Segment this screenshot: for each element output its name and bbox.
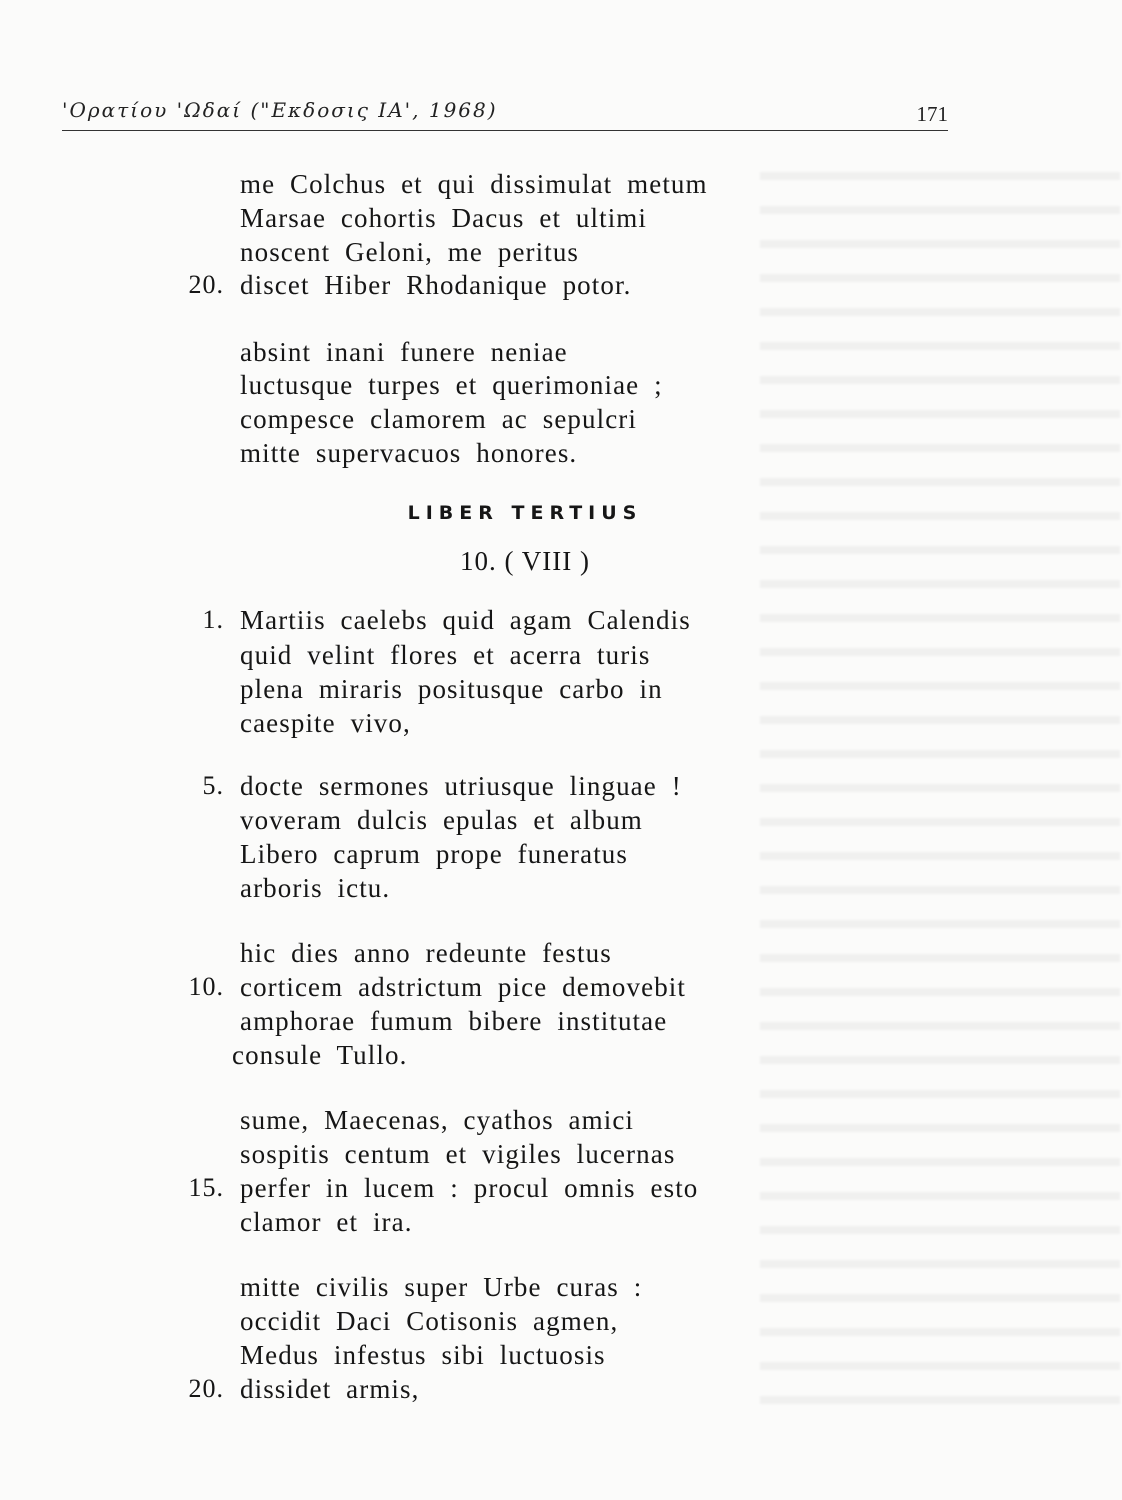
verse-line: amphorae fumum bibere institutae: [240, 1006, 668, 1036]
verse-line: noscent Geloni, me peritus: [240, 237, 580, 267]
running-title: 'Ορατίου 'Ωδαί ("Εκδοσις ΙΑ', 1968): [62, 98, 498, 122]
verse-line: sume, Maecenas, cyathos amici: [240, 1105, 635, 1135]
verse-line: voveram dulcis epulas et album: [240, 805, 643, 835]
verse-line: docte sermones utriusque linguae !: [240, 771, 682, 801]
verse-line: Libero caprum prope funeratus: [240, 839, 629, 869]
verse-line: sospitis centum et vigiles lucernas: [240, 1139, 676, 1169]
verse-line: mitte supervacuos honores.: [240, 438, 578, 468]
line-number: 1.: [202, 605, 224, 634]
book-title: LIBER TERTIUS: [407, 502, 643, 524]
line-number: 5.: [202, 771, 224, 800]
verse-line: mitte civilis super Urbe curas :: [240, 1272, 643, 1302]
line-number: 10.: [188, 972, 224, 1001]
verse-line: plena miraris positusque carbo in: [240, 674, 663, 704]
verse-line: caespite vivo,: [240, 708, 411, 738]
verse-line: compesce clamorem ac sepulcri: [240, 404, 637, 434]
verse-line: corticem adstrictum pice demovebit: [240, 972, 687, 1002]
bleed-through-text: [760, 150, 1120, 1410]
verse-line: quid velint flores et acerra turis: [240, 640, 651, 670]
verse-line: occidit Daci Cotisonis agmen,: [240, 1306, 619, 1336]
verse-line: Martiis caelebs quid agam Calendis: [240, 605, 691, 635]
verse-line: consule Tullo.: [232, 1040, 408, 1070]
page-header: [62, 94, 948, 131]
verse-line: perfer in lucem : procul omnis esto: [240, 1173, 699, 1203]
verse-line: arboris ictu.: [240, 873, 391, 903]
verse-line: hic dies anno redeunte festus: [240, 938, 612, 968]
ode-title: 10. ( VIII ): [460, 546, 590, 576]
line-number: 20.: [188, 1374, 224, 1403]
verse-line: discet Hiber Rhodanique potor.: [240, 270, 632, 300]
line-number: 20.: [188, 270, 224, 299]
verse-line: absint inani funere neniae: [240, 337, 568, 367]
line-number: 15.: [188, 1173, 224, 1202]
page-number: 171: [916, 102, 948, 126]
verse-line: clamor et ira.: [240, 1207, 413, 1237]
verse-line: dissidet armis,: [240, 1374, 420, 1404]
verse-line: Marsae cohortis Dacus et ultimi: [240, 203, 648, 233]
verse-line: luctusque turpes et querimoniae ;: [240, 370, 663, 400]
verse-line: me Colchus et qui dissimulat metum: [240, 169, 708, 199]
verse-line: Medus infestus sibi luctuosis: [240, 1340, 606, 1370]
